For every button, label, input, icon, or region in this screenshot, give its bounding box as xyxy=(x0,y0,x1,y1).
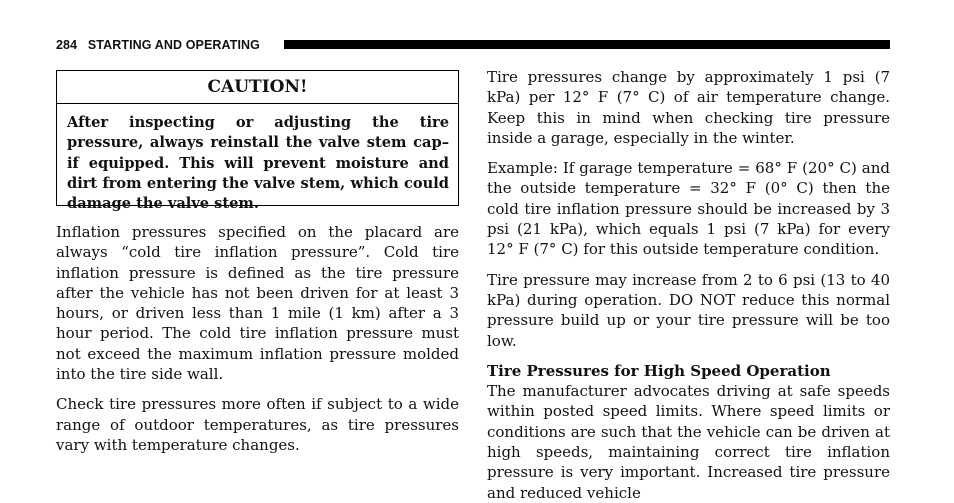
paragraph-check-pressures: Check tire pressures more often if subject to a wide range of outdoor temperatures, as tire pressures vary with temperature changes. xyxy=(56,395,459,454)
right-column xyxy=(487,67,890,503)
left-column xyxy=(56,70,459,455)
page-number: 284 xyxy=(56,38,78,52)
header-text xyxy=(56,38,260,52)
page-header xyxy=(56,38,890,52)
paragraph-example: Example: If garage temperature = 68° F (20° C) and the outside temperature = 32° F (0° C) then the cold tire inflation pressure should be increased by 3 psi (21 kPa), which equals 1 psi (7 kPa) for every 12° F (7° C) for this outside temperature condition. xyxy=(487,159,890,259)
caution-body: After inspecting or adjusting the tire pressure, always reinstall the valve stem cap–if equipped. This will prevent moisture and dirt from entering the valve stem, which could damage the valve stem. xyxy=(67,114,449,213)
paragraph-pressure-change: Tire pressures change by approximately 1 psi (7 kPa) per 12° F (7° C) of air temperature change. Keep this in mind when checking tire pressure inside a garage, especially in the winter. xyxy=(487,68,890,147)
paragraph-pressure-increase: Tire pressure may increase from 2 to 6 psi (13 to 40 kPa) during operation. DO NOT reduce this normal pressure build up or your tire pressure will be too low. xyxy=(487,270,890,350)
caution-box xyxy=(56,70,459,213)
section-title: STARTING AND OPERATING xyxy=(87,38,260,52)
paragraph-inflation-pressures: Inflation pressures specified on the placard are always “cold tire inflation pressure”. Cold tire inflation pressure is defined as the tire pressure after the vehicle has not been driven for at least 3 hours, or driven less than 1 mile (1 km) after a 3 hour period. The cold tire inflation pressure must not exceed the maximum inflation pressure molded into the tire side wall. xyxy=(56,223,459,384)
subheading-high-speed: Tire Pressures for High Speed Operation xyxy=(487,361,831,380)
header-rule xyxy=(284,40,890,49)
paragraph-high-speed: The manufacturer advocates driving at safe speeds within posted speed limits. Where speed limits or conditions are such that the vehicle can be driven at high speeds, maintaining correct tire inflation pressure is very important. Increased tire pressure and reduced vehicle xyxy=(487,382,890,502)
caution-title: CAUTION! xyxy=(57,71,458,104)
